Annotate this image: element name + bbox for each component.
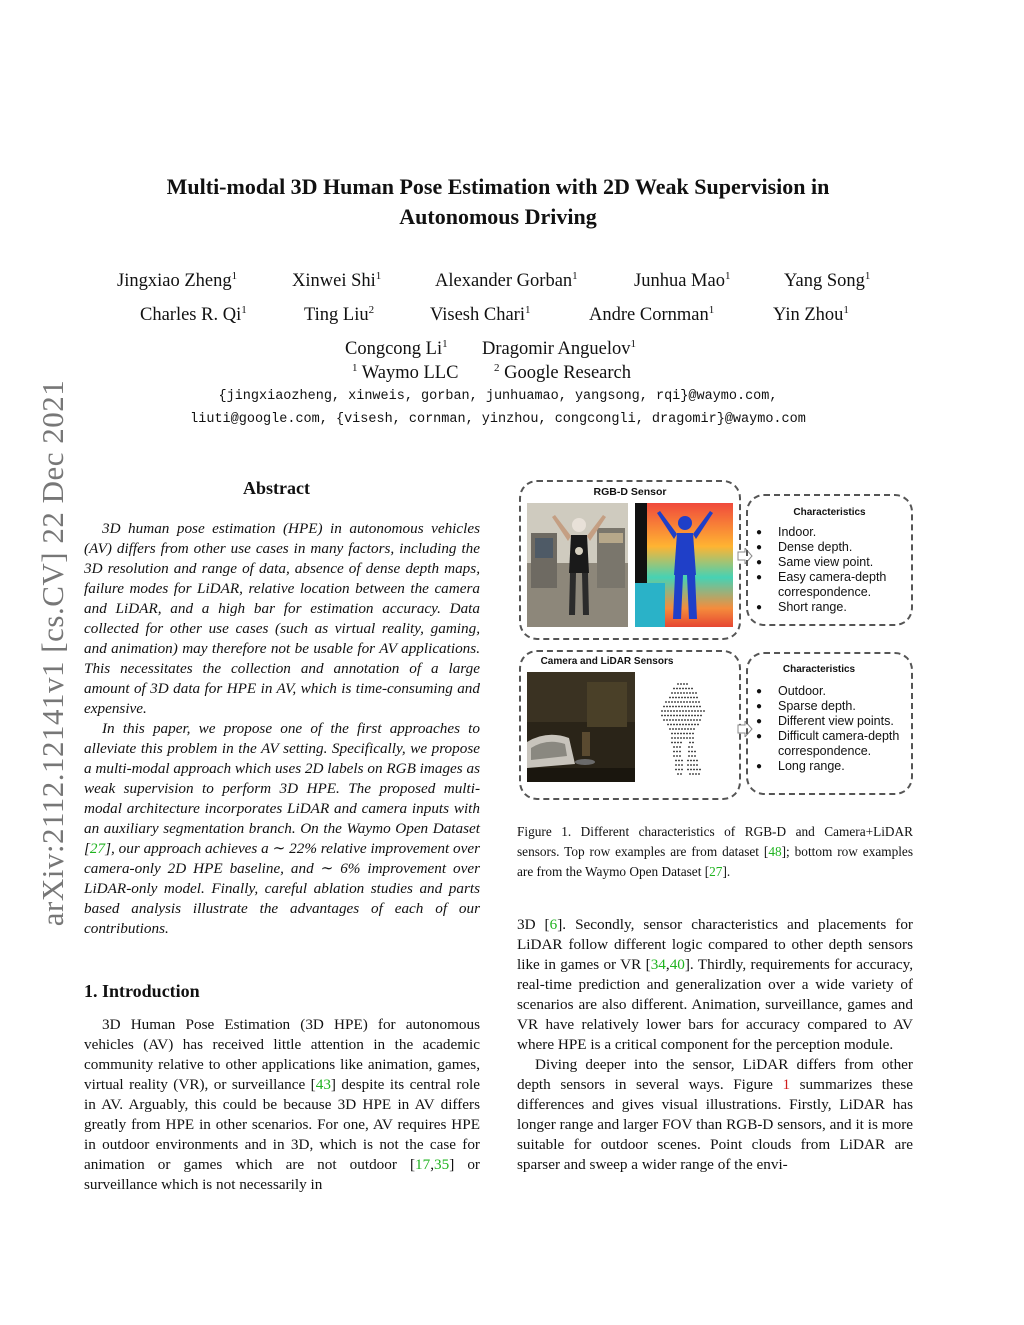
author: Jingxiao Zheng$^1$ xyxy=(117,270,238,292)
lidar-point xyxy=(692,733,694,735)
abstract-body xyxy=(84,519,480,939)
lidar-point xyxy=(664,710,666,712)
citation-link[interactable]: 40 xyxy=(669,956,685,973)
lidar-point xyxy=(677,737,679,739)
lidar-point xyxy=(690,728,692,730)
lidar-point xyxy=(691,724,693,726)
lidar-point xyxy=(690,706,692,708)
lidar-point xyxy=(680,701,682,703)
lidar-point xyxy=(686,737,688,739)
lidar-point xyxy=(675,728,677,730)
abstract-paragraph: In this paper, we propose one of the first approaches to alleviate this problem in the AV setting. Specifically, we propose a multi-modal approach which uses 2D labels on RGB images as weak supervision to perform 3D HPE. The proposed multi-modal architecture incorporates LiDAR and camera inputs with an auxiliary segmentation branch. On the Waymo Open Dataset [27], our approach achieves a ∼ 22% relative improvement over camera-only 2D HPE baseline, and ∼ 6% improvement over LiDAR-only model. Finally, careful ablation studies and parts based analysis illustrate the advantages of each of our contributions. xyxy=(84,720,480,937)
lidar-point xyxy=(696,719,698,721)
lidar-point xyxy=(691,755,693,757)
lidar-point xyxy=(693,706,695,708)
lidar-point xyxy=(676,755,678,757)
lidar-point xyxy=(677,742,679,744)
lidar-point xyxy=(683,733,685,735)
lidar-point xyxy=(697,710,699,712)
citation-link[interactable]: 17 xyxy=(415,1156,431,1173)
lidar-point xyxy=(687,760,689,762)
lidar-point xyxy=(674,733,676,735)
affiliation: $^2$ Google Research xyxy=(494,362,632,384)
list-item: ● Different view points. xyxy=(754,714,912,729)
email-line: liuti@google.com, {visesh, cornman, yinzhou, congcongli, dragomir}@waymo.com xyxy=(190,412,806,427)
list-item: ● Easy camera-depth correspondence. xyxy=(754,570,910,600)
lidar-point xyxy=(678,706,680,708)
lidar-point xyxy=(672,706,674,708)
lidar-point xyxy=(695,692,697,694)
lidar-point xyxy=(692,692,694,694)
lidar-point xyxy=(671,701,673,703)
lidar-point xyxy=(679,746,681,748)
lidar-point xyxy=(674,742,676,744)
lidar-point xyxy=(679,751,681,753)
arxiv-identifier: arXiv:2112.12141v1 [cs.CV] 22 Dec 2021 xyxy=(35,379,70,927)
lidar-point xyxy=(677,701,679,703)
author: Xinwei Shi$^1$ xyxy=(292,270,382,292)
lidar-point xyxy=(691,688,693,690)
lidar-point xyxy=(673,724,675,726)
lidar-point xyxy=(700,710,702,712)
lidar-point xyxy=(687,706,689,708)
lidar-point xyxy=(678,697,680,699)
lidar-point xyxy=(690,760,692,762)
lidar-point xyxy=(663,706,665,708)
title-line-1: Multi-modal 3D Human Pose Estimation with 2D Weak Supervision in xyxy=(166,174,830,199)
lidar-point xyxy=(673,751,675,753)
lidar-point xyxy=(692,742,694,744)
lidar-point xyxy=(692,773,694,775)
lidar-point xyxy=(681,760,683,762)
lidar-point xyxy=(676,715,678,717)
lidar-point xyxy=(674,737,676,739)
lidar-point xyxy=(671,733,673,735)
lidar-point xyxy=(688,746,690,748)
lidar-point xyxy=(689,733,691,735)
lidar-point xyxy=(670,715,672,717)
paper-title xyxy=(100,172,896,232)
citation-link[interactable]: 27 xyxy=(89,840,106,857)
lidar-point xyxy=(696,697,698,699)
lidar-point xyxy=(675,764,677,766)
lidar-point xyxy=(688,751,690,753)
lidar-point xyxy=(696,760,698,762)
lidar-point xyxy=(681,719,683,721)
lidar-point xyxy=(674,701,676,703)
lidar-point xyxy=(689,737,691,739)
list-item: ● Same view point. xyxy=(754,555,910,570)
lidar-point xyxy=(669,728,671,730)
lidar-point xyxy=(681,764,683,766)
lidar-point xyxy=(690,764,692,766)
citation-link[interactable]: 48 xyxy=(768,844,782,859)
lidar-point xyxy=(683,737,685,739)
lidar-point xyxy=(690,697,692,699)
lidar-point xyxy=(676,746,678,748)
lidar-point xyxy=(690,769,692,771)
figure-caption: Figure 1. Different characteristics of RGB-D and Camera+LiDAR sensors. Top row examples are from dataset [48]; bottom row examples are from the Waymo Open Dataset [27]. xyxy=(517,824,914,879)
lidar-point xyxy=(681,769,683,771)
lidar-point xyxy=(691,751,693,753)
lidar-point xyxy=(661,710,663,712)
lidar-point xyxy=(688,715,690,717)
citation-link[interactable]: 34 xyxy=(650,956,666,973)
lidar-point xyxy=(675,706,677,708)
lidar-point xyxy=(688,724,690,726)
lidar-point xyxy=(686,683,688,685)
citation-link[interactable]: 35 xyxy=(434,1156,450,1173)
citation-link[interactable]: 43 xyxy=(315,1076,331,1093)
author: Congcong Li$^1$ xyxy=(345,338,448,360)
lidar-point xyxy=(671,742,673,744)
lidar-point xyxy=(693,760,695,762)
lidar-point xyxy=(678,769,680,771)
depth-image xyxy=(635,503,733,627)
lidar-point xyxy=(679,715,681,717)
lidar-point xyxy=(684,719,686,721)
camera-image xyxy=(527,672,635,782)
lidar-point xyxy=(699,706,701,708)
lidar-point xyxy=(679,724,681,726)
lidar-point xyxy=(689,692,691,694)
characteristics-heading: Characteristics xyxy=(782,664,856,675)
lidar-point xyxy=(690,719,692,721)
lidar-point xyxy=(684,697,686,699)
lidar-point xyxy=(685,724,687,726)
author: Alexander Gorban$^1$ xyxy=(435,270,578,292)
list-item: ● Sparse depth. xyxy=(754,699,912,714)
lidar-point xyxy=(680,733,682,735)
lidar-point xyxy=(677,733,679,735)
lidar-point xyxy=(671,737,673,739)
lidar-point xyxy=(680,692,682,694)
author: Yin Zhou$^1$ xyxy=(773,304,849,326)
lidar-point xyxy=(676,688,678,690)
lidar-point xyxy=(673,715,675,717)
lidar-point xyxy=(673,746,675,748)
lidar-point xyxy=(675,769,677,771)
lidar-point xyxy=(679,688,681,690)
lidar-point xyxy=(693,697,695,699)
author: Charles R. Qi$^1$ xyxy=(140,304,247,326)
lidar-point xyxy=(673,710,675,712)
lidar-point xyxy=(687,719,689,721)
lidar-point xyxy=(682,715,684,717)
list-item: ● Indoor. xyxy=(754,525,910,540)
lidar-point-cloud xyxy=(652,680,716,780)
lidar-point xyxy=(679,710,681,712)
lidar-point xyxy=(697,715,699,717)
rgb-image xyxy=(527,503,628,627)
lidar-point xyxy=(668,701,670,703)
lidar-point xyxy=(676,724,678,726)
lidar-point xyxy=(677,692,679,694)
intro-paragraph: Diving deeper into the sensor, LiDAR differs from other depth sensors in several ways. Figure 1 summarizes these differences and gives visual illustrations. Firstly, LiDAR has longer range and larger FOV than RGB-D sensors, and it is more suitable for outdoor scenes. Point clouds from LiDAR are sparser and sweep a wider range of the envi- xyxy=(517,1056,913,1173)
lidar-point xyxy=(686,701,688,703)
lidar-point xyxy=(673,755,675,757)
lidar-point xyxy=(664,715,666,717)
author: Yang Song$^1$ xyxy=(784,270,871,292)
lidar-point xyxy=(677,683,679,685)
lidar-point xyxy=(694,715,696,717)
lidar-point xyxy=(685,715,687,717)
lidar-point xyxy=(689,701,691,703)
lidar-point xyxy=(666,706,668,708)
intro-body-right xyxy=(517,915,913,1175)
lidar-point xyxy=(699,719,701,721)
author: Andre Cornman$^1$ xyxy=(589,304,715,326)
author: Dragomir Anguelov$^1$ xyxy=(482,338,636,360)
lidar-point xyxy=(681,697,683,699)
lidar-point xyxy=(667,715,669,717)
rgbd-sensor-label: RGB-D Sensor xyxy=(593,486,667,498)
lidar-point xyxy=(693,764,695,766)
lidar-point xyxy=(698,701,700,703)
lidar-point xyxy=(679,755,681,757)
lidar-point xyxy=(672,728,674,730)
lidar-point xyxy=(685,688,687,690)
lidar-point xyxy=(693,719,695,721)
intro-paragraph: 3D [6]. Secondly, sensor characteristics and placements for LiDAR follow different logic compared to other depth sensors like in games or VR [34,40]. Thirdly, requirements for accuracy, real-time prediction and generalization over a wide variety of scenarios are also different. Animation, surveillance, games and VR have relatively lower bars for accuracy compared to AV where HPE is a critical component for the perception module. xyxy=(517,916,913,1053)
lidar-point xyxy=(663,719,665,721)
lidar-point xyxy=(683,701,685,703)
lidar-point xyxy=(680,773,682,775)
lidar-point xyxy=(678,760,680,762)
lidar-point xyxy=(694,710,696,712)
lidar-point xyxy=(667,724,669,726)
lidar-point xyxy=(672,719,674,721)
lidar-point xyxy=(661,715,663,717)
lidar-point xyxy=(693,728,695,730)
lidar-point xyxy=(680,742,682,744)
lidar-point xyxy=(694,751,696,753)
lidar-point xyxy=(683,683,685,685)
lidar-point xyxy=(700,715,702,717)
lidar-point xyxy=(680,737,682,739)
email-line: {jingxiaozheng, xinweis, gorban, junhuamao, yangsong, rqi}@waymo.com, xyxy=(218,389,778,404)
lidar-point xyxy=(669,706,671,708)
lidar-point xyxy=(682,688,684,690)
lidar-point xyxy=(683,692,685,694)
lidar-point xyxy=(699,769,701,771)
lidar-point xyxy=(680,683,682,685)
lidar-point xyxy=(687,697,689,699)
lidar-point xyxy=(687,769,689,771)
lidar-point xyxy=(698,773,700,775)
lidar-point xyxy=(695,701,697,703)
lidar-point xyxy=(686,733,688,735)
lidar-point xyxy=(670,710,672,712)
abstract-heading: Abstract xyxy=(243,478,310,498)
lidar-point xyxy=(689,742,691,744)
lidar-point xyxy=(673,688,675,690)
introduction-heading: 1. Introduction xyxy=(84,981,200,1001)
lidar-point xyxy=(692,701,694,703)
rgbd-characteristics-list xyxy=(754,525,910,615)
lidar-point xyxy=(689,773,691,775)
lidar-point xyxy=(692,737,694,739)
lidar-point xyxy=(696,769,698,771)
lidar-point xyxy=(676,751,678,753)
list-item: ● Difficult camera-depth correspondence. xyxy=(754,729,912,759)
characteristics-heading: Characteristics xyxy=(793,507,866,518)
lidar-point xyxy=(695,773,697,775)
lidar-point xyxy=(685,710,687,712)
lidar-point xyxy=(694,755,696,757)
list-item: ● Outdoor. xyxy=(754,684,912,699)
citation-link[interactable]: 27 xyxy=(709,864,723,879)
citation-link[interactable]: 6 xyxy=(549,916,558,933)
lidar-point xyxy=(675,719,677,721)
lidar-point xyxy=(675,697,677,699)
lidar-point xyxy=(678,764,680,766)
lidar-point xyxy=(682,724,684,726)
lidar-point xyxy=(669,697,671,699)
lidar-point xyxy=(674,692,676,694)
lidar-point xyxy=(678,719,680,721)
lidar-point xyxy=(703,710,705,712)
lidar-point xyxy=(691,715,693,717)
lidar-point xyxy=(681,728,683,730)
lidar-point xyxy=(686,692,688,694)
author: Junhua Mao$^1$ xyxy=(634,270,731,292)
lidar-point xyxy=(667,710,669,712)
lidar-point xyxy=(693,769,695,771)
lidar-characteristics-list xyxy=(754,684,912,774)
lidar-point xyxy=(676,710,678,712)
lidar-point xyxy=(677,773,679,775)
lidar-point xyxy=(687,728,689,730)
lidar-point xyxy=(681,706,683,708)
lidar-point xyxy=(669,719,671,721)
lidar-point xyxy=(691,746,693,748)
lidar-point xyxy=(697,724,699,726)
lidar-point xyxy=(687,764,689,766)
lidar-point xyxy=(665,701,667,703)
lidar-point xyxy=(666,719,668,721)
lidar-point xyxy=(678,728,680,730)
abstract-paragraph: 3D human pose estimation (HPE) in autonomous vehicles (AV) differs from other use cases in many factors, including the 3D resolution and range of data, absence of dense depth maps, failure modes for LiDAR, relative location between the camera and LiDAR, and a high bar for estimation accuracy. Data collected for other use cases (such as virtual reality, gaming, and animation) may therefore not be usable for AV applications. This necessitates the collection and annotation of a large amount of 3D data for HPE in AV, which is time-consuming and expensive. xyxy=(84,520,480,717)
figure-ref-link[interactable]: 1 xyxy=(782,1076,791,1093)
lidar-point xyxy=(696,706,698,708)
lidar-point xyxy=(682,710,684,712)
lidar-point xyxy=(672,697,674,699)
intro-body-left xyxy=(84,1015,480,1195)
affiliation: $^1$ Waymo LLC xyxy=(352,362,459,384)
title-line-2: Autonomous Driving xyxy=(399,204,597,229)
list-item: ● Dense depth. xyxy=(754,540,910,555)
lidar-point xyxy=(688,755,690,757)
list-item: ● Short range. xyxy=(754,600,910,615)
lidar-point xyxy=(684,728,686,730)
lidar-point xyxy=(688,688,690,690)
lidar-point xyxy=(675,760,677,762)
lidar-point xyxy=(688,710,690,712)
lidar-point xyxy=(696,764,698,766)
lidar-point xyxy=(684,706,686,708)
list-item: ● Long range. xyxy=(754,759,912,774)
intro-paragraph: 3D Human Pose Estimation (3D HPE) for autonomous vehicles (AV) has received little attention in the academic community relative to other applications like animation, games, virtual reality (VR), or surveillance [43] despite its central role in AV. Arguably, this could be because 3D HPE in AV differs greatly from HPE in other scenarios. For one, AV requires HPE in outdoor environments and in 3D, which is not the case for animation or games which are not outdoor [17,35] or surveillance which is not necessarily in xyxy=(84,1016,481,1193)
lidar-point xyxy=(694,724,696,726)
camera-lidar-label: Camera and LiDAR Sensors xyxy=(540,656,674,667)
author: Ting Liu$^2$ xyxy=(304,304,375,326)
lidar-point xyxy=(671,692,673,694)
lidar-point xyxy=(691,710,693,712)
lidar-point xyxy=(670,724,672,726)
author: Visesh Chari$^1$ xyxy=(430,304,531,326)
